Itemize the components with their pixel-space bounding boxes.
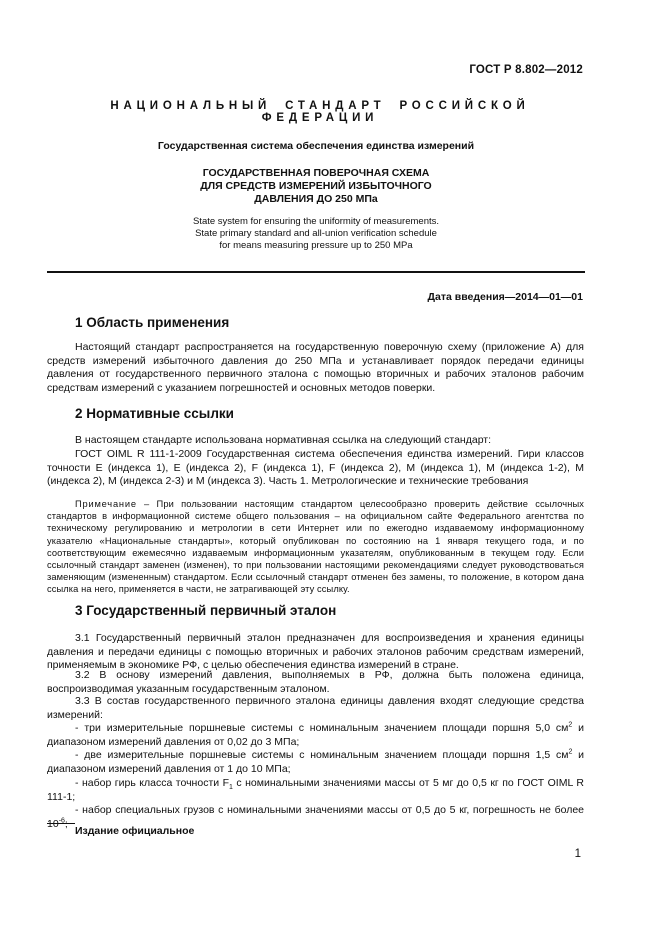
section-2-heading: 2 Нормативные ссылки bbox=[75, 406, 234, 421]
english-title bbox=[76, 216, 556, 252]
document-title bbox=[76, 167, 556, 206]
document-code: ГОСТ Р 8.802—2012 bbox=[469, 64, 583, 76]
section-2-intro: В настоящем стандарте использована нормативная ссылка на следующий стандарт: bbox=[75, 434, 492, 446]
clause-3-1: 3.1 Государственный первичный эталон предназначен для воспроизведения и хранения единицы давления и передачи единицы с помощью вторичных и рабочих эталонов рабочим средствам измерений, применяемым в экономике РФ, с целью обеспечения единства измерений в стране. bbox=[47, 632, 584, 672]
note-text: – При пользовании настоящим стандартом целесообразно проверить действие ссылочных стандартов в информационной системе общего пользования – на официальном сайте Федерального агентства по техническому регулированию и метрологии в сети Интернет или по ежегодно издаваемому информационному указателю «Национальные стандарты», который опубликован по состоянию на 1 января текущего года, и по соответствующим ежемесячно издаваемым информационным указателям, опубликованным в текущем году. Если ссылочный стандарт заменен (изменен), то при пользовании настоящими рекомендациями следует руководствоваться заменяющим (измененным) стандартом. Если ссылочный стандарт отменен без замены, то положение, в котором дана ссылка на него, применяется в части, не затрагивающей эту ссылку. bbox=[47, 499, 584, 595]
list-item: - набор специальных грузов с номинальными значениями массы от 0,5 до 5 кг, погрешность не более $10^{-6}$; bbox=[47, 804, 584, 830]
section-1-text: Настоящий стандарт распространяется на государственную поверочную схему (приложение А) для средств измерений избыточного давления до 250 МПа и устанавливает порядок передачи единицы давления от государственного первичного эталона с помощью вторичных и рабочих эталонов рабочим средствам измерений с указанием погрешностей и основных методов поверки. bbox=[47, 341, 584, 395]
introduction-date: Дата введения—2014—01—01 bbox=[427, 291, 583, 303]
list-item: - набор гирь класса точности $F_1$ с номинальными значениями массы от 5 мг до 0,5 кг по ГОСТ OIML R 111-1; bbox=[47, 776, 584, 803]
english-title-line: State system for ensuring the uniformity of measurements. bbox=[192, 216, 440, 227]
english-title-line: State primary standard and all-union verification schedule bbox=[195, 228, 437, 239]
section-1-heading: 1 Область применения bbox=[75, 315, 230, 330]
official-edition-label: Издание официальное bbox=[75, 825, 195, 837]
list-item: - две измерительные поршневые системы с номинальным значением площади поршня 1,5 $см^2$ и диапазоном измерений давления от 1 до 10 МПа; bbox=[47, 748, 584, 776]
clause-3-2: 3.2 В основу измерений давления, выполняемых в РФ, должна быть положена единица, воспроизводимая указанным государственным эталоном. bbox=[47, 669, 584, 695]
note-label: Примечание bbox=[75, 499, 137, 509]
note-block bbox=[47, 498, 584, 596]
system-title: Государственная система обеспечения единства измерений bbox=[157, 140, 475, 152]
footnote-rule bbox=[47, 823, 75, 824]
national-standard-banner: НАЦИОНАЛЬНЫЙ СТАНДАРТ РОССИЙСКОЙ ФЕДЕРАЦИИ bbox=[110, 100, 530, 124]
title-line: ДЛЯ СРЕДСТВ ИЗМЕРЕНИЙ ИЗБЫТОЧНОГО bbox=[200, 180, 432, 192]
equipment-list bbox=[47, 722, 584, 832]
normative-reference: ГОСТ OIML R 111-1-2009 Государственная система обеспечения единства измерений. Гири классов точности E (индекса 1), E (индекса 2), F (индекса 1), F (индекса 2), M (индекса 1), M (индекса 1-2), M (индекса 2), M (индекса 2-3) и M (индекса 3). Часть 1. Метрологические и технические требования bbox=[47, 448, 584, 488]
clause-3-3: 3.3 В состав государственного первичного эталона единицы давления входят следующие средства измерений: bbox=[47, 695, 584, 721]
section-3-heading: 3 Государственный первичный эталон bbox=[75, 603, 337, 618]
title-line: ГОСУДАРСТВЕННАЯ ПОВЕРОЧНАЯ СХЕМА bbox=[202, 167, 430, 179]
page-number: 1 bbox=[574, 848, 581, 860]
title-line: ДАВЛЕНИЯ ДО 250 МПа bbox=[254, 193, 378, 205]
list-item: - три измерительные поршневые системы с номинальным значением площади поршня 5,0 $см^2$ и диапазоном измерений давления от 0,02 до 3 МПа; bbox=[47, 721, 584, 748]
header-divider bbox=[47, 271, 585, 273]
english-title-line: for means measuring pressure up to 250 MPa bbox=[219, 240, 413, 251]
